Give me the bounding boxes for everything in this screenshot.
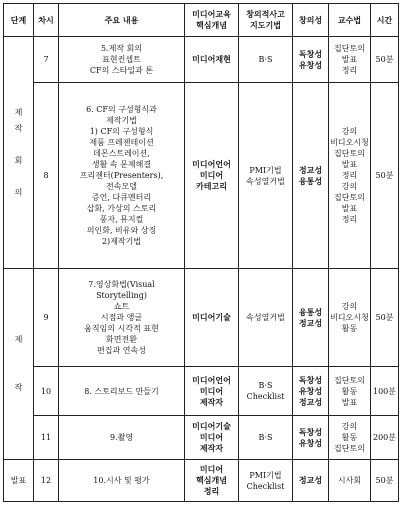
session-cell: 8 bbox=[34, 83, 59, 269]
creativity-cell: 정교성 융통성 bbox=[293, 83, 329, 269]
time-cell: 50분 bbox=[371, 83, 399, 269]
session-cell: 12 bbox=[34, 460, 59, 502]
table-row bbox=[4, 37, 399, 83]
header-creative-technique: 창의적사고 지도기법 bbox=[239, 4, 293, 37]
content-cell: 6. CF의 구성형식과 제작기법 1) CF의 구성형식 제품 프레젠테이션 데몬스트레이션, 생활 속 문제해결 프리젠터(Presenters), 전속모델 증언, 다큐멘터리 삽화, 가상의 스토리 풍자, 뮤지컬 의인화, 비유와 상징 2)제작기법 bbox=[59, 83, 185, 269]
header-time: 시간 bbox=[371, 4, 399, 37]
session-cell: 10 bbox=[34, 367, 59, 416]
creativity-cell: 정교성 bbox=[293, 460, 329, 502]
session-cell: 7 bbox=[34, 37, 59, 83]
media-concept-cell: 미디어언어 미디어 제작자 bbox=[185, 367, 239, 416]
header-creativity: 창의성 bbox=[293, 4, 329, 37]
stage-cell: 제 작 회 의 bbox=[4, 37, 34, 269]
creative-technique-cell: PMI기법 속성열거법 bbox=[239, 83, 293, 269]
media-concept-cell: 미디어기술 미디어 제작자 bbox=[185, 416, 239, 460]
time-cell: 50분 bbox=[371, 37, 399, 83]
teaching-method-cell: 강의 비디오시청 활동 bbox=[329, 269, 371, 367]
header-stage: 단계 bbox=[4, 4, 34, 37]
content-cell: 7.영상화법(Visual Storytelling) 쇼트 시점과 앵글 움직임의 시각적 표현 화면전환 편집과 연속성 bbox=[59, 269, 185, 367]
stage-cell: 제 작 bbox=[4, 269, 34, 460]
media-concept-cell: 미디어기술 bbox=[185, 269, 239, 367]
creative-technique-cell: B·S bbox=[239, 37, 293, 83]
teaching-method-cell: 시사회 bbox=[329, 460, 371, 502]
time-cell: 200분 bbox=[371, 416, 399, 460]
table-row bbox=[4, 460, 399, 502]
teaching-method-cell: 집단토의 활동 발표 bbox=[329, 367, 371, 416]
creativity-cell: 독창성 유창성 bbox=[293, 416, 329, 460]
header-session: 차시 bbox=[34, 4, 59, 37]
creative-technique-cell: 속성열거법 bbox=[239, 269, 293, 367]
time-cell: 50분 bbox=[371, 269, 399, 367]
creative-technique-cell: B·S Checklist bbox=[239, 367, 293, 416]
creative-technique-cell: PMI기법 Checklist bbox=[239, 460, 293, 502]
creativity-cell: 독창성 유창성 bbox=[293, 37, 329, 83]
header-content: 주요 내용 bbox=[59, 4, 185, 37]
teaching-method-cell: 강의 비디오시청 집단토의 발표 정리 강의 집단토의 발표 정리 bbox=[329, 83, 371, 269]
table-row bbox=[4, 269, 399, 367]
media-concept-cell: 미디어언어 미디어 카테고리 bbox=[185, 83, 239, 269]
session-cell: 11 bbox=[34, 416, 59, 460]
table-row bbox=[4, 367, 399, 416]
table-row bbox=[4, 83, 399, 269]
teaching-method-cell: 강의 활동 집단토의 bbox=[329, 416, 371, 460]
content-cell: 10.시사 및 평가 bbox=[59, 460, 185, 502]
header-teaching-method: 교수법 bbox=[329, 4, 371, 37]
content-cell: 8. 스토리보드 만들기 bbox=[59, 367, 185, 416]
stage-cell: 발표 bbox=[4, 460, 34, 502]
content-cell: 5.제작 회의 표현컨셉트 CF의 스타일과 톤 bbox=[59, 37, 185, 83]
teaching-method-cell: 집단토의 발표 정리 bbox=[329, 37, 371, 83]
media-concept-cell: 미디어재현 bbox=[185, 37, 239, 83]
creativity-cell: 독창성 유창성 정교성 bbox=[293, 367, 329, 416]
content-cell: 9.촬영 bbox=[59, 416, 185, 460]
creativity-cell: 융통성 정교성 bbox=[293, 269, 329, 367]
header-row bbox=[4, 4, 399, 37]
curriculum-table bbox=[3, 3, 399, 502]
creative-technique-cell: B·S bbox=[239, 416, 293, 460]
session-cell: 9 bbox=[34, 269, 59, 367]
media-concept-cell: 미디어 핵심개념 정리 bbox=[185, 460, 239, 502]
curriculum-table-wrapper bbox=[3, 3, 399, 502]
table-row bbox=[4, 416, 399, 460]
time-cell: 50분 bbox=[371, 460, 399, 502]
time-cell: 100분 bbox=[371, 367, 399, 416]
header-media-concept: 미디어교육 핵심개념 bbox=[185, 4, 239, 37]
